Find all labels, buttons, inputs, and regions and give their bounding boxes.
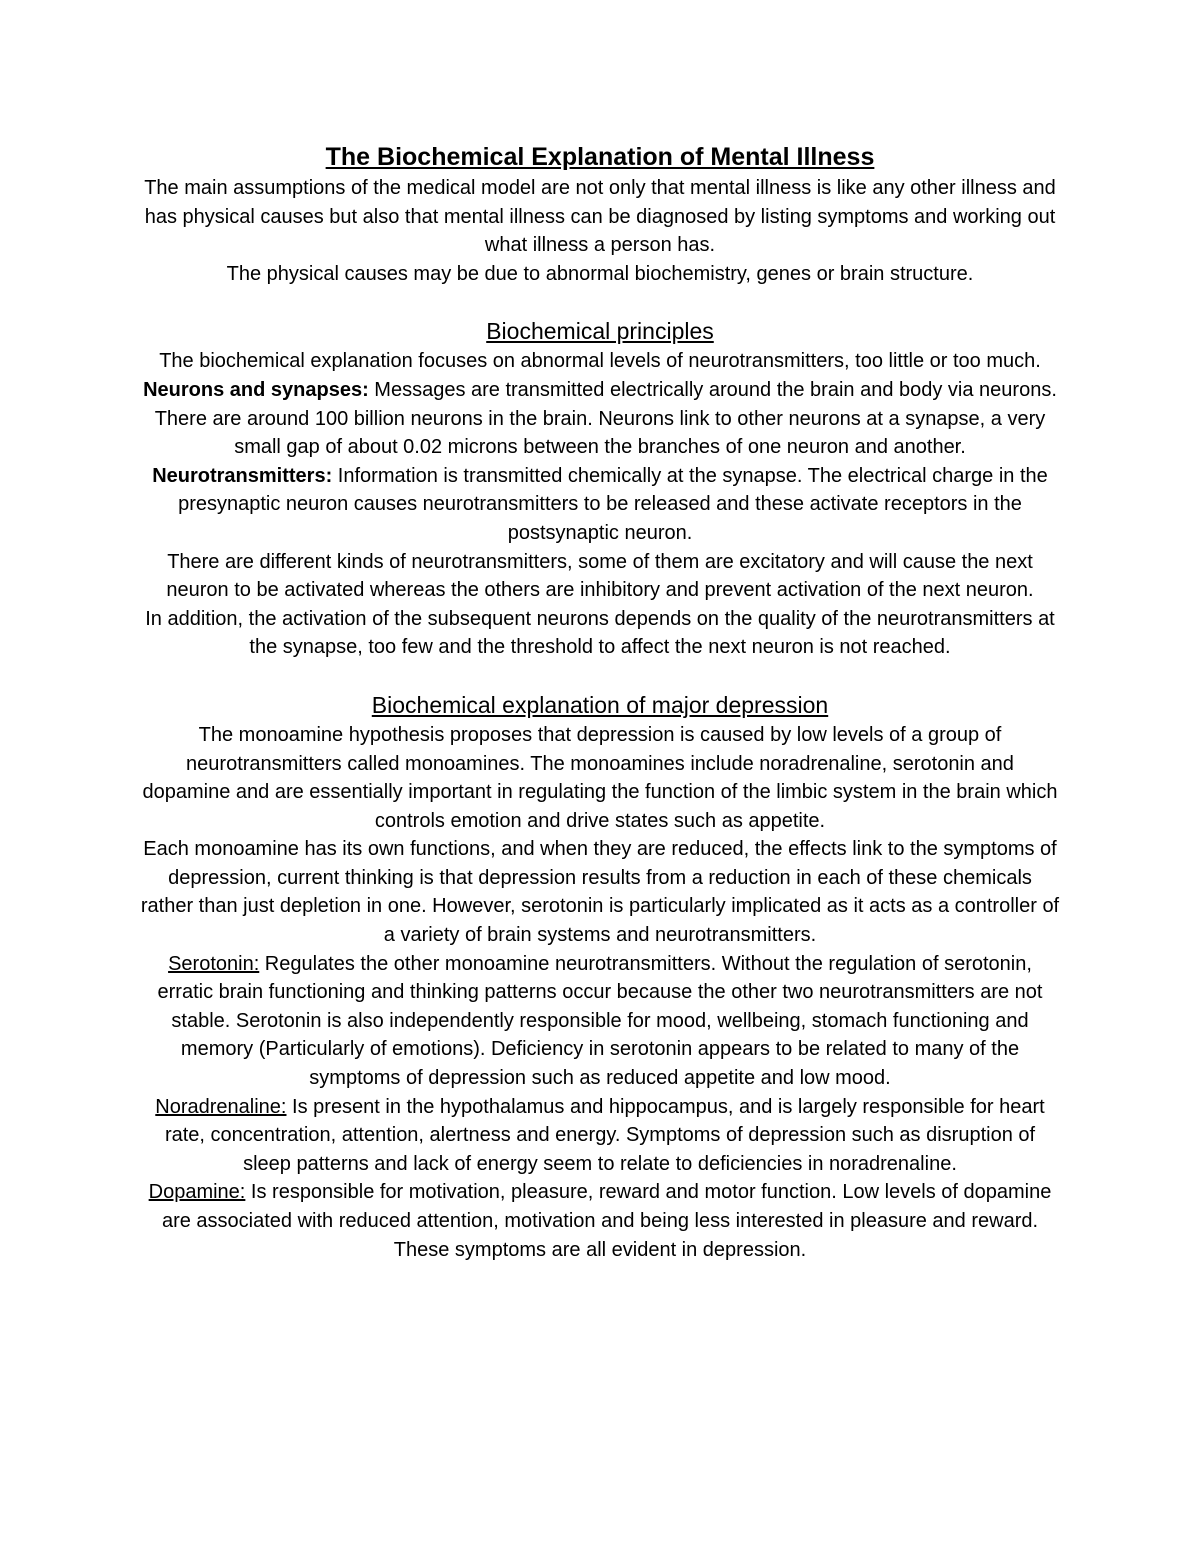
body-paragraph: Each monoamine has its own functions, and when they are reduced, the effects link to the symptoms of depression, current thinking is that depression results from a reduction in each of these chemicals rather than just depletion in one. However, serotonin is particularly implicated as it acts as a controller of a variety of brain systems and neurotransmitters. <box>140 838 1060 947</box>
document-title: The Biochemical Explanation of Mental Illness <box>325 143 875 171</box>
noradrenaline-label: Noradrenaline: <box>155 1095 287 1118</box>
section-heading-biochemical-principles: Biochemical principles <box>486 318 714 345</box>
section-heading-major-depression: Biochemical explanation of major depression <box>371 691 829 718</box>
intro-paragraph: The physical causes may be due to abnormal biochemistry, genes or brain structure. <box>226 262 974 285</box>
neurotransmitters-paragraph <box>140 462 1060 548</box>
neurotransmitters-text: Information is transmitted chemically at the synapse. The electrical charge in the presynaptic neuron causes neurotransmitters to be released and these activate receptors in the postsynaptic neuron. <box>178 464 1048 544</box>
neurotransmitters-label: Neurotransmitters: <box>152 464 333 487</box>
neurons-label: Neurons and synapses: <box>143 378 369 401</box>
body-paragraph: The monoamine hypothesis proposes that depression is caused by low levels of a group of neurotransmitters called monoamines. The monoamines include noradrenaline, serotonin and dopamine and are essentially important in regulating the function of the limbic system in the brain which controls emotion and drive states such as appetite. <box>142 723 1058 832</box>
serotonin-text: Regulates the other monoamine neurotransmitters. Without the regulation of serotonin, erratic brain functioning and thinking patterns occur because the other two neurotransmitters are not stable. Serotonin is also independently responsible for mood, wellbeing, stomach functioning and memory (Particularly of emotions). Deficiency in serotonin appears to be related to many of the symptoms of depression such as reduced appetite and low mood. <box>157 952 1043 1090</box>
body-paragraph: The biochemical explanation focuses on abnormal levels of neurotransmitters, too little or too much. <box>159 350 1041 373</box>
body-paragraph: There are different kinds of neurotransmitters, some of them are excitatory and will cause the next neuron to be activated whereas the others are inhibitory and prevent activation of the next neuron. <box>166 550 1034 602</box>
section-spacer <box>140 662 1060 690</box>
neurons-text: Messages are transmitted electrically around the brain and body via neurons. There are around 100 billion neurons in the brain. Neurons link to other neurons at a synapse, a very small gap of about 0.02 microns between the branches of one neuron and another. <box>154 378 1057 459</box>
serotonin-paragraph <box>140 950 1060 1093</box>
serotonin-label: Serotonin: <box>168 952 260 975</box>
dopamine-text: Is responsible for motivation, pleasure, reward and motor function. Low levels of dopamine are associated with reduced attention, motivation and being less interested in pleasure and reward. These symptoms are all evident in depression. <box>161 1181 1052 1261</box>
noradrenaline-text: Is present in the hypothalamus and hippocampus, and is largely responsible for heart rate, concentration, attention, alertness and energy. Symptoms of depression such as disruption of sleep patterns and lack of energy seem to relate to deficiencies in noradrenaline. <box>164 1095 1045 1175</box>
noradrenaline-paragraph <box>140 1093 1060 1179</box>
section-spacer <box>140 288 1060 316</box>
neurons-paragraph <box>140 376 1060 462</box>
dopamine-label: Dopamine: <box>148 1181 246 1204</box>
dopamine-paragraph <box>140 1178 1060 1264</box>
intro-paragraph: The main assumptions of the medical model are not only that mental illness is like any other illness and has physical causes but also that mental illness can be diagnosed by listing symptoms and working out what illness a person has. <box>144 177 1056 257</box>
body-paragraph: In addition, the activation of the subsequent neurons depends on the quality of the neurotransmitters at the synapse, too few and the threshold to affect the next neuron is not reached. <box>145 607 1055 659</box>
